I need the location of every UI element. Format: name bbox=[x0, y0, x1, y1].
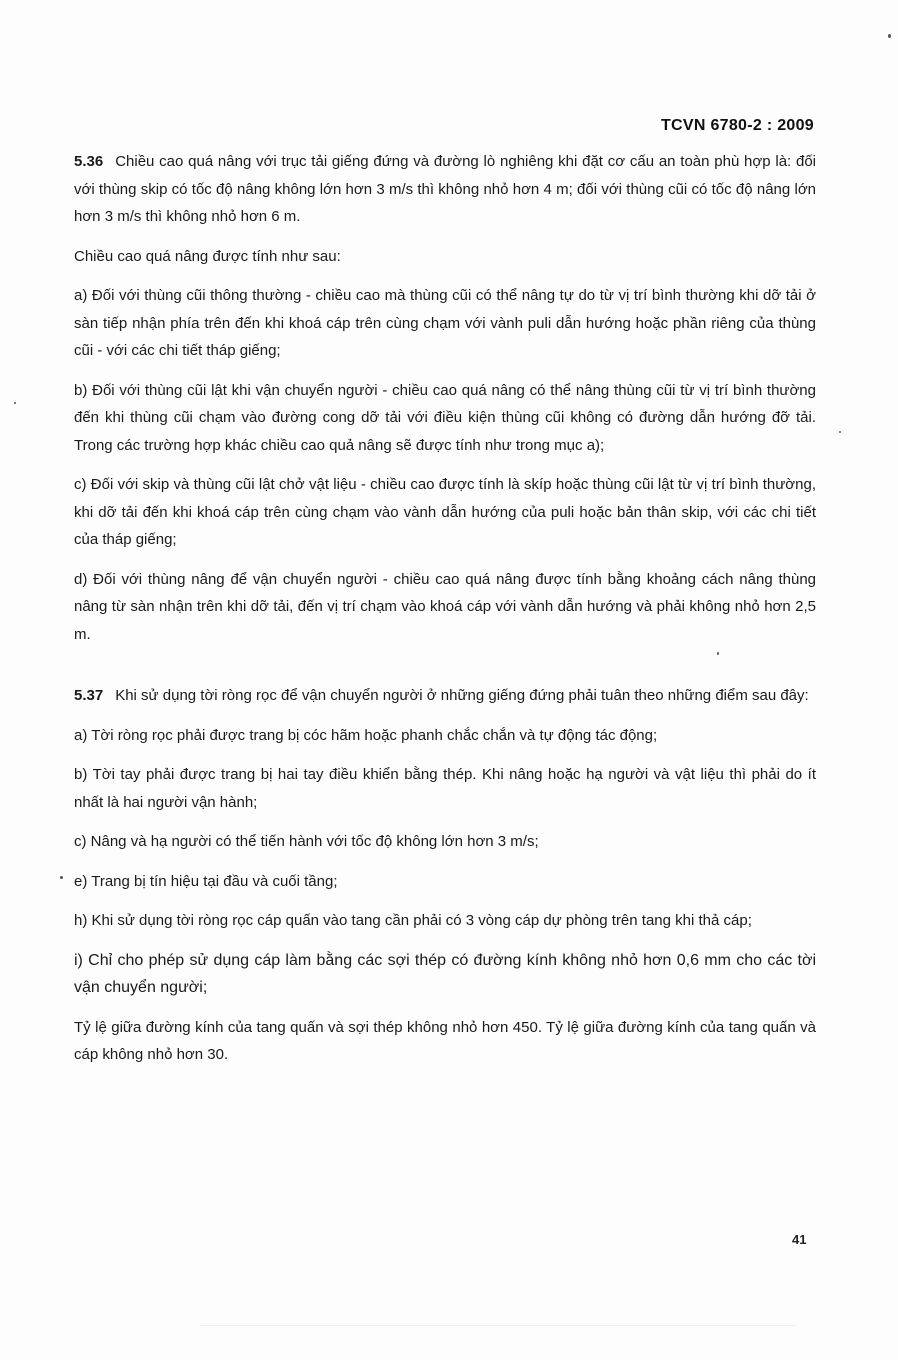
scan-speck bbox=[888, 34, 891, 38]
list-item-b: b) Đối với thùng cũi lật khi vận chuyển người - chiều cao quá nâng có thể nâng thùng cũi từ vị trí bình thường đến khi thùng cũi chạm vào đường cong dỡ tải với điều kiện thùng cũi không có đường dẫn hướng đỡ tải. Trong các trường hợp khác chiều cao quả nâng sẽ được tính như trong mục a); bbox=[74, 381, 816, 454]
scan-speck bbox=[717, 652, 719, 655]
section-intro-text: Khi sử dụng tời ròng rọc để vận chuyển người ở những giếng đứng phải tuân theo những điểm sau đây: bbox=[115, 687, 809, 704]
list-item-h: h) Khi sử dụng tời ròng rọc cáp quấn vào tang cần phải có 3 vòng cáp dự phòng trên tang khi thả cáp; bbox=[74, 912, 752, 929]
scan-edge-line bbox=[200, 1325, 796, 1326]
scan-speck bbox=[14, 402, 16, 404]
list-item-i: i) Chỉ cho phép sử dụng cáp làm bằng các sợi thép có đường kính không nhỏ hơn 0,6 mm cho các tời vận chuyển người; bbox=[74, 951, 816, 996]
list-item-c: c) Nâng và hạ người có thể tiến hành với tốc độ không lớn hơn 3 m/s; bbox=[74, 833, 539, 850]
scan-speck bbox=[60, 876, 63, 879]
list-item-a: a) Đối với thùng cũi thông thường - chiều cao mà thùng cũi có thể nâng tự do từ vị trí bình thường khi dỡ tải ở sàn tiếp nhận phía trên đến khi khoá cáp trên cùng chạm với vành puli dẫn hướng hoặc phần riêng của thùng cũi - với các chi tiết tháp giếng; bbox=[74, 287, 816, 359]
page-body bbox=[74, 148, 816, 1081]
section-spacer bbox=[74, 660, 816, 682]
standard-code-header: TCVN 6780-2 : 2009 bbox=[660, 117, 814, 134]
section-5-36-intro bbox=[74, 148, 816, 231]
scan-speck bbox=[839, 431, 841, 433]
list-item-b: b) Tời tay phải được trang bị hai tay điều khiển bằng thép. Khi nâng hoặc hạ người và vật liệu thì phải do ít nhất là hai người vận hành; bbox=[74, 766, 816, 811]
list-item-d: d) Đối với thùng nâng để vận chuyển người - chiều cao quá nâng được tính bằng khoảng cách nâng thùng nâng từ sàn nhận trên khi dỡ tải, đến vị trí chạm vào khoá cáp với vành dẫn hướng và phải không nhỏ hơn 2,5 m. bbox=[74, 570, 816, 643]
page-number: 41 bbox=[792, 1232, 807, 1247]
ratio-paragraph: Tỷ lệ giữa đường kính của tang quấn và sợi thép không nhỏ hơn 450. Tỷ lệ giữa đường kính của tang quấn và cáp không nhỏ hơn 30. bbox=[74, 1018, 816, 1063]
list-item-c: c) Đối với skip và thùng cũi lật chở vật liệu - chiều cao được tính là skíp hoặc thùng cũi lật từ vị trí bình thường, khi dỡ tải đến khi khoá cáp trên cùng chạm vào vành dẫn hướng của puli hoặc bản thân skip, với các chi tiết của tháp giếng; bbox=[74, 476, 816, 548]
section-number: 5.37 bbox=[74, 687, 104, 704]
list-item-e: e) Trang bị tín hiệu tại đầu và cuối tầng; bbox=[74, 872, 338, 890]
section-number: 5.36 bbox=[74, 153, 104, 170]
list-item-a: a) Tời ròng rọc phải được trang bị cóc hãm hoặc phanh chắc chắn và tự động tác động; bbox=[74, 726, 658, 744]
section-5-37-intro bbox=[74, 682, 816, 710]
section-intro-text: Chiều cao quá nâng với trục tải giếng đứng và đường lò nghiêng khi đặt cơ cấu an toàn phù hợp là: đối với thùng skip có tốc độ nâng không lớn hơn 3 m/s thì không nhỏ hơn 4 m; đối với thùng cũi có tốc độ nâng lớn hơn 3 m/s thì không nhỏ hơn 6 m. bbox=[74, 153, 816, 225]
paragraph: Chiều cao quá nâng được tính như sau: bbox=[74, 247, 341, 265]
